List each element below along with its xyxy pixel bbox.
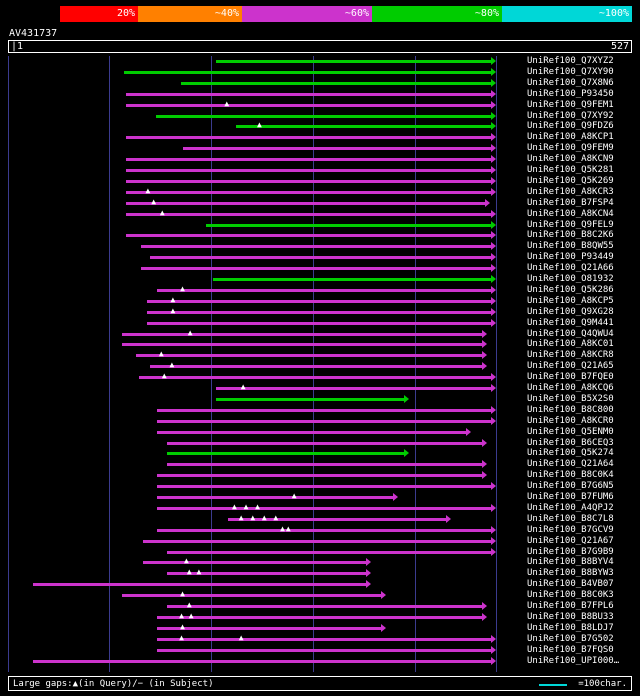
hit-bar[interactable] (213, 278, 491, 281)
hit-arrow-icon (491, 504, 496, 512)
legend-segment-4 (372, 6, 502, 22)
hit-label[interactable]: UniRef100_B5X2S0 (527, 393, 614, 404)
hit-row[interactable] (8, 165, 632, 176)
hit-arrow-icon (393, 493, 398, 501)
hit-label[interactable]: UniRef100_B8C800 (527, 404, 614, 415)
hit-bar[interactable] (126, 169, 490, 172)
hit-bar[interactable] (126, 104, 490, 107)
legend-segment-2 (138, 6, 242, 22)
hit-arrow-icon (491, 373, 496, 381)
hit-row[interactable] (8, 220, 632, 231)
hit-row[interactable] (8, 198, 632, 209)
hit-arrow-icon (404, 395, 409, 403)
hit-bar[interactable] (157, 627, 381, 630)
hit-label[interactable]: UniRef100_Q7XY92 (527, 110, 614, 121)
hit-bar[interactable] (122, 594, 381, 597)
hit-bar[interactable] (126, 191, 490, 194)
hit-bar[interactable] (124, 71, 490, 74)
query-gap-marker-icon: ▲ (280, 523, 285, 533)
query-gap-marker-icon: ▲ (179, 632, 184, 642)
scale-bar-icon (539, 684, 567, 686)
scale-legend-text: =100char. (578, 679, 627, 689)
hit-bar[interactable] (157, 474, 482, 477)
hit-row[interactable] (8, 601, 632, 612)
hit-bar[interactable] (167, 442, 482, 445)
hit-bar[interactable] (167, 463, 482, 466)
identity-legend (8, 6, 632, 22)
hit-arrow-icon (491, 319, 496, 327)
hit-arrow-icon (491, 526, 496, 534)
hit-row[interactable] (8, 241, 632, 252)
hit-label[interactable]: UniRef100_B8BU33 (527, 611, 614, 622)
query-ruler (8, 40, 632, 53)
legend-segment-1 (60, 6, 138, 22)
hit-arrow-icon (491, 297, 496, 305)
hit-label[interactable]: UniRef100_B7G6N5 (527, 481, 614, 492)
hit-bar[interactable] (33, 660, 491, 663)
hit-bar[interactable] (157, 616, 482, 619)
hit-arrow-icon (366, 580, 371, 588)
hit-bar[interactable] (136, 354, 482, 357)
hit-label[interactable]: UniRef100_Q21A64 (527, 459, 614, 470)
hit-bar[interactable] (157, 420, 491, 423)
hit-row[interactable] (8, 557, 632, 568)
hit-arrow-icon (482, 613, 487, 621)
hit-label[interactable]: UniRef100_B4VB07 (527, 579, 614, 590)
hit-row[interactable] (8, 656, 632, 667)
hit-bar[interactable] (147, 311, 490, 314)
hit-label[interactable]: UniRef100_Q9FEM9 (527, 143, 614, 154)
hit-arrow-icon (482, 330, 487, 338)
hit-arrow-icon (491, 188, 496, 196)
hit-row[interactable] (8, 645, 632, 656)
query-gap-marker-icon: ▲ (183, 556, 189, 566)
hit-label[interactable]: UniRef100_B7FSP4 (527, 197, 614, 208)
hit-label[interactable]: UniRef100_A8KCR3 (527, 186, 614, 197)
hit-arrow-icon (482, 351, 487, 359)
query-gap-marker-icon: ▲ (196, 567, 202, 577)
hit-arrow-icon (366, 569, 371, 577)
hit-bar[interactable] (167, 551, 491, 554)
legend-segment-5 (502, 6, 632, 22)
hit-label[interactable]: UniRef100_A4QPJ2 (527, 502, 614, 513)
hit-row[interactable] (8, 339, 632, 350)
hit-arrow-icon (482, 471, 487, 479)
hit-label[interactable]: UniRef100_Q4QWU4 (527, 328, 614, 339)
hit-arrow-icon (366, 558, 371, 566)
query-gap-marker-icon: ▲ (232, 501, 237, 511)
hit-arrow-icon (446, 515, 451, 523)
hit-label[interactable]: UniRef100_B7G502 (527, 633, 614, 644)
hit-label[interactable]: UniRef100_Q5ENM0 (527, 426, 614, 437)
hit-arrow-icon (491, 635, 496, 643)
hit-bar[interactable] (157, 485, 491, 488)
hit-row[interactable] (8, 623, 632, 634)
hit-row[interactable] (8, 111, 632, 122)
legend-segment-label: 20% (116, 8, 135, 19)
hit-label[interactable]: UniRef100_Q7X8N6 (527, 77, 614, 88)
hit-label[interactable]: UniRef100_B8QW55 (527, 241, 614, 252)
query-gap-marker-icon: ▲ (151, 196, 157, 206)
hit-arrow-icon (491, 90, 496, 98)
hit-label[interactable]: UniRef100_Q7XY90 (527, 66, 614, 77)
hit-row[interactable] (8, 318, 632, 329)
hit-label[interactable]: UniRef100_Q9FEM1 (527, 99, 614, 110)
hit-bar[interactable] (157, 638, 491, 641)
hit-row[interactable] (8, 154, 632, 165)
hit-label[interactable]: UniRef100_A8KCP1 (527, 132, 614, 143)
query-gap-marker-icon: ▲ (224, 98, 230, 108)
hit-bar[interactable] (216, 60, 491, 63)
hit-label[interactable]: UniRef100_Q5K281 (527, 165, 614, 175)
hit-row[interactable] (8, 263, 632, 274)
hit-label[interactable]: UniRef100_Q9FEL9 (527, 219, 614, 230)
hit-row[interactable] (8, 459, 632, 470)
hit-label[interactable]: UniRef100_Q9FDZ6 (527, 121, 614, 132)
hit-arrow-icon (491, 101, 496, 109)
legend-segment-label: ~80% (474, 8, 499, 19)
gaps-legend-text: Large gaps:▲(in Query)/− (in Subject) (13, 679, 214, 689)
hit-row[interactable] (8, 590, 632, 601)
query-gap-marker-icon: ▲ (170, 294, 176, 304)
hit-row[interactable] (8, 350, 632, 361)
hit-arrow-icon (491, 384, 496, 392)
hit-label[interactable]: UniRef100_Q21A65 (527, 361, 614, 372)
hit-label[interactable]: UniRef100_B7FQE0 (527, 372, 614, 383)
hit-bar[interactable] (157, 431, 466, 434)
hit-label[interactable]: UniRef100_A8KCR8 (527, 350, 614, 361)
hit-bar[interactable] (167, 605, 482, 608)
hit-arrow-icon (491, 166, 496, 174)
query-gap-marker-icon: ▲ (273, 512, 279, 522)
hit-row[interactable] (8, 481, 632, 492)
hit-label[interactable]: UniRef100_B6CEQ3 (527, 437, 614, 448)
hit-bar[interactable] (157, 409, 491, 412)
hit-row[interactable] (8, 209, 632, 220)
legend-segment-label: ~40% (214, 8, 239, 19)
query-gap-marker-icon: ▲ (238, 632, 244, 642)
hit-arrow-icon (491, 57, 496, 65)
hit-bar[interactable] (126, 213, 490, 216)
hit-arrow-icon (491, 264, 496, 272)
query-gap-marker-icon: ▲ (186, 567, 192, 577)
hit-row[interactable] (8, 536, 632, 547)
hit-row[interactable] (8, 230, 632, 241)
hit-row[interactable] (8, 612, 632, 623)
hit-arrow-icon (491, 537, 496, 545)
hit-label[interactable]: UniRef100_B7GCV9 (527, 524, 614, 535)
hit-bar[interactable] (143, 540, 491, 543)
hit-bar[interactable] (143, 561, 366, 564)
hit-plot (8, 56, 632, 672)
hit-row[interactable] (8, 470, 632, 481)
query-gap-marker-icon: ▲ (285, 523, 291, 533)
hit-label[interactable]: UniRef100_A8KCN9 (527, 154, 614, 165)
hit-label[interactable]: UniRef100_B8C7L8 (527, 513, 614, 524)
query-gap-marker-icon: ▲ (250, 512, 256, 522)
hit-label[interactable]: UniRef100_O81932 (527, 274, 614, 284)
hit-arrow-icon (491, 155, 496, 163)
hit-bar[interactable] (216, 398, 404, 401)
hit-label[interactable]: UniRef100_B8BYV4 (527, 557, 614, 568)
hit-arrow-icon (491, 275, 496, 283)
hit-arrow-icon (404, 449, 409, 457)
query-gap-marker-icon: ▲ (169, 360, 175, 370)
hit-label[interactable]: UniRef100_Q7XYZ2 (527, 56, 614, 66)
hit-arrow-icon (491, 79, 496, 87)
hit-row[interactable] (8, 56, 632, 67)
hit-row[interactable] (8, 329, 632, 340)
hit-label[interactable]: UniRef100_A8KC01 (527, 339, 614, 350)
query-gap-marker-icon: ▲ (159, 207, 165, 217)
hit-row[interactable] (8, 394, 632, 405)
hit-rows (8, 56, 632, 672)
hit-row[interactable] (8, 296, 632, 307)
hit-row[interactable] (8, 274, 632, 285)
hit-row[interactable] (8, 252, 632, 263)
hit-bar[interactable] (236, 125, 491, 128)
hit-arrow-icon (491, 308, 496, 316)
hit-bar[interactable] (150, 256, 490, 259)
hit-bar[interactable] (139, 376, 491, 379)
hit-row[interactable] (8, 579, 632, 590)
hit-row[interactable] (8, 132, 632, 143)
hit-row[interactable] (8, 67, 632, 78)
hit-row[interactable] (8, 89, 632, 100)
hit-bar[interactable] (157, 507, 491, 510)
query-name: AV431737 (9, 28, 58, 39)
hit-row[interactable] (8, 100, 632, 111)
hit-row[interactable] (8, 525, 632, 536)
hit-bar[interactable] (126, 136, 490, 139)
query-gap-marker-icon: ▲ (145, 185, 151, 195)
hit-arrow-icon (491, 406, 496, 414)
hit-row[interactable] (8, 285, 632, 296)
query-bar (8, 28, 632, 54)
hit-row[interactable] (8, 427, 632, 438)
hit-row[interactable] (8, 634, 632, 645)
hit-label[interactable]: UniRef100_B8C0K4 (527, 470, 614, 481)
hit-label[interactable]: UniRef100_B7FQS0 (527, 644, 614, 655)
hit-arrow-icon (482, 340, 487, 348)
hit-arrow-icon (491, 646, 496, 654)
hit-row[interactable] (8, 438, 632, 449)
query-start-label: |1 (11, 41, 24, 52)
hit-label[interactable]: UniRef100_B8LDJ7 (527, 622, 614, 633)
hit-label[interactable]: UniRef100_A8KCR0 (527, 415, 614, 426)
query-gap-marker-icon: ▲ (186, 600, 192, 609)
hit-label[interactable]: UniRef100_B7FPL6 (527, 601, 614, 611)
hit-label[interactable]: UniRef100_P93450 (527, 88, 614, 99)
hit-arrow-icon (381, 624, 386, 632)
legend-segment-label: ~60% (344, 8, 369, 19)
query-gap-marker-icon: ▲ (255, 501, 260, 511)
hit-bar[interactable] (122, 343, 482, 346)
hit-arrow-icon (491, 177, 496, 185)
hit-bar[interactable] (33, 583, 366, 586)
hit-label[interactable]: UniRef100_Q5K286 (527, 284, 614, 295)
query-gap-marker-icon: ▲ (170, 305, 176, 315)
hit-bar[interactable] (126, 158, 490, 161)
hit-label[interactable]: UniRef100_Q5K274 (527, 448, 614, 459)
hit-bar[interactable] (157, 649, 491, 652)
query-gap-marker-icon: ▲ (257, 120, 262, 130)
query-gap-marker-icon: ▲ (180, 621, 185, 631)
hit-label[interactable]: UniRef100_P93449 (527, 252, 614, 263)
hit-bar[interactable] (141, 267, 491, 270)
query-gap-marker-icon: ▲ (179, 610, 184, 620)
hit-arrow-icon (491, 122, 496, 130)
query-gap-marker-icon: ▲ (187, 327, 193, 337)
hit-bar[interactable] (122, 333, 482, 336)
hit-label[interactable]: UniRef100_Q9M441 (527, 317, 614, 328)
query-gap-marker-icon: ▲ (158, 349, 164, 359)
hit-arrow-icon (482, 439, 487, 447)
hit-bar[interactable] (157, 289, 491, 292)
hit-bar[interactable] (181, 82, 491, 85)
hit-row[interactable] (8, 503, 632, 514)
hit-arrow-icon (485, 199, 490, 207)
hit-row[interactable] (8, 372, 632, 383)
hit-bar[interactable] (126, 202, 485, 205)
query-gap-marker-icon: ▲ (180, 283, 185, 293)
hit-arrow-icon (381, 591, 386, 599)
query-gap-marker-icon: ▲ (238, 512, 244, 522)
hit-arrow-icon (491, 286, 496, 294)
hit-arrow-icon (491, 112, 496, 120)
query-gap-marker-icon: ▲ (161, 371, 167, 381)
hit-bar[interactable] (126, 234, 490, 237)
hit-arrow-icon (491, 253, 496, 261)
hit-bar[interactable] (126, 93, 490, 96)
hit-bar[interactable] (150, 365, 482, 368)
hit-row[interactable] (8, 547, 632, 558)
hit-bar[interactable] (183, 147, 491, 150)
query-gap-marker-icon: ▲ (180, 589, 185, 599)
hit-label[interactable]: UniRef100_A8KCQ6 (527, 383, 614, 393)
hit-bar[interactable] (141, 245, 491, 248)
hit-row[interactable] (8, 514, 632, 525)
query-gap-marker-icon: ▲ (243, 501, 249, 511)
hit-bar[interactable] (216, 387, 491, 390)
hit-arrow-icon (491, 417, 496, 425)
hit-arrow-icon (491, 242, 496, 250)
hit-label[interactable]: UniRef100_Q21A67 (527, 535, 614, 546)
hit-label[interactable]: UniRef100_A8KCP5 (527, 295, 614, 306)
hit-row[interactable] (8, 405, 632, 416)
hit-arrow-icon (482, 602, 487, 610)
hit-label[interactable]: UniRef100_Q9XG28 (527, 306, 614, 317)
hit-label[interactable]: UniRef100_Q21A66 (527, 263, 614, 274)
hit-row[interactable] (8, 448, 632, 459)
hit-row[interactable] (8, 568, 632, 579)
legend-segment-3 (242, 6, 372, 22)
hit-label[interactable]: UniRef100_A8KCN4 (527, 208, 614, 219)
query-end-label: 527 (610, 41, 629, 52)
hit-label[interactable]: UniRef100_UPI000… (527, 655, 620, 666)
hit-label[interactable]: UniRef100_Q5K269 (527, 175, 614, 186)
hit-row[interactable] (8, 143, 632, 154)
hit-row[interactable] (8, 121, 632, 132)
hit-label[interactable]: UniRef100_B7FUM6 (527, 492, 614, 502)
hit-label[interactable]: UniRef100_B7G9B9 (527, 546, 614, 557)
hit-row[interactable] (8, 361, 632, 372)
hit-arrow-icon (466, 428, 471, 436)
hit-row[interactable] (8, 176, 632, 187)
footer-legend (8, 676, 632, 691)
query-gap-marker-icon: ▲ (188, 610, 194, 620)
hit-row[interactable] (8, 78, 632, 89)
hit-label[interactable]: UniRef100_B8C0K3 (527, 590, 614, 601)
hit-arrow-icon (491, 548, 496, 556)
query-gap-marker-icon: ▲ (291, 491, 297, 500)
hit-row[interactable] (8, 383, 632, 394)
hit-row[interactable] (8, 492, 632, 503)
hit-bar[interactable] (157, 529, 491, 532)
hit-arrow-icon (491, 657, 496, 665)
hit-bar[interactable] (147, 300, 490, 303)
hit-arrow-icon (491, 221, 496, 229)
hit-arrow-icon (491, 482, 496, 490)
hit-row[interactable] (8, 307, 632, 318)
hit-bar[interactable] (206, 224, 491, 227)
legend-segment-0 (8, 6, 60, 22)
query-gap-marker-icon: ▲ (261, 512, 267, 522)
hit-arrow-icon (491, 144, 496, 152)
hit-label[interactable]: UniRef100_B8BYW3 (527, 568, 614, 579)
hit-bar[interactable] (147, 322, 490, 325)
hit-arrow-icon (491, 231, 496, 239)
hit-label[interactable]: UniRef100_B8C2K6 (527, 230, 614, 241)
hit-bar[interactable] (167, 452, 404, 455)
legend-segment-label: ~100% (598, 8, 629, 19)
hit-arrow-icon (491, 133, 496, 141)
query-gap-marker-icon: ▲ (240, 382, 246, 391)
hit-row[interactable] (8, 187, 632, 198)
hit-arrow-icon (482, 362, 487, 370)
hit-bar[interactable] (156, 115, 491, 118)
hit-bar[interactable] (126, 180, 490, 183)
hit-row[interactable] (8, 416, 632, 427)
hit-arrow-icon (491, 68, 496, 76)
hit-bar[interactable] (157, 496, 393, 499)
hit-arrow-icon (491, 210, 496, 218)
hit-arrow-icon (482, 460, 487, 468)
